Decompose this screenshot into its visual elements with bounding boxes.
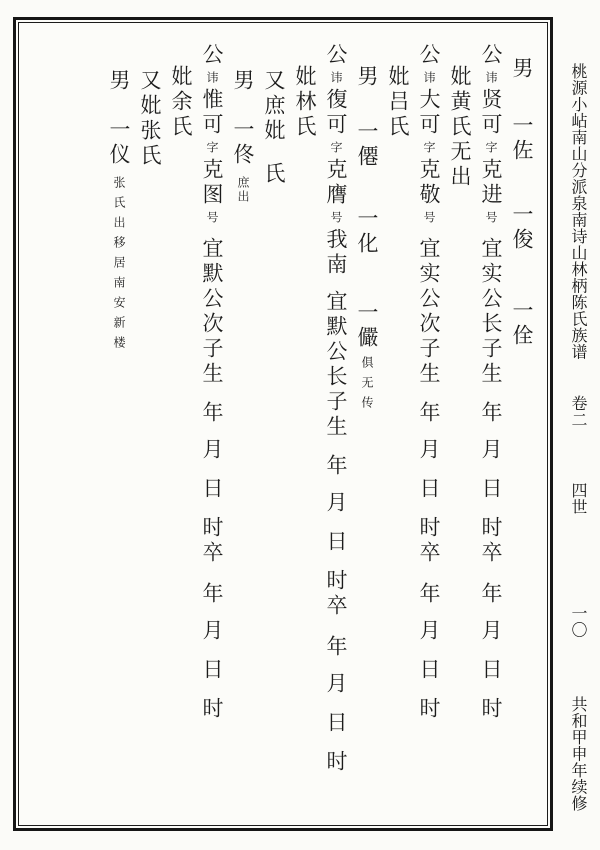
entry-text: 氏 <box>262 162 286 187</box>
entry-text: 公 <box>479 43 503 68</box>
entry-text: 男 <box>107 69 131 94</box>
entry-text: 日 <box>324 530 348 555</box>
genealogy-column-4-father-record <box>413 23 444 825</box>
entry-text: 年 <box>417 582 441 607</box>
entry-text: 月 <box>324 672 348 697</box>
entry-text: 一佟 <box>231 118 255 168</box>
genealogy-column-14-sons <box>103 23 134 825</box>
entry-text: 年 <box>479 401 503 426</box>
annotation-text: 俱无传 <box>360 356 374 416</box>
annotation-text: 字 <box>329 141 343 155</box>
annotation-text: 号 <box>329 211 343 225</box>
entry-text: 妣余氏 <box>169 65 193 140</box>
entry-text: 年 <box>479 582 503 607</box>
entry-text: 公 <box>417 43 441 68</box>
entry-text: 时 <box>324 750 348 775</box>
genealogy-column-3-consort <box>444 23 475 825</box>
entry-text: 一仪 <box>107 118 131 168</box>
entry-text: 时卒 <box>479 516 503 566</box>
entry-text: 宜默公次子生 <box>200 237 224 387</box>
entry-text: 时 <box>479 697 503 722</box>
entry-text: 男 <box>510 57 534 82</box>
entry-text: 月 <box>479 619 503 644</box>
entry-text: 宜默公长子生 <box>324 290 348 440</box>
entry-text: 日 <box>417 658 441 683</box>
entry-text: 一俊 <box>510 203 534 253</box>
entry-text: 宜实公次子生 <box>417 237 441 387</box>
entry-text: 克进 <box>479 158 503 208</box>
entry-text: 一僊 <box>355 120 379 170</box>
entry-text: 又庶妣 <box>262 69 286 144</box>
annotation-text: 号 <box>484 211 498 225</box>
entry-text: 月 <box>479 438 503 463</box>
entry-text: 时卒 <box>200 516 224 566</box>
genealogy-column-10-sons <box>227 23 258 825</box>
entry-text: 克敬 <box>417 158 441 208</box>
entry-text: 贤可 <box>479 88 503 138</box>
entry-text: 又妣张氏 <box>138 69 162 169</box>
genealogy-column-2-father-record <box>475 23 506 825</box>
page-border-frame <box>13 17 553 831</box>
genealogy-column-7-father-record <box>320 23 351 825</box>
genealogy-column-13-consort <box>134 23 165 825</box>
genealogy-columns <box>19 23 547 825</box>
entry-text: 日 <box>417 477 441 502</box>
margin-title-text: 四世 <box>569 482 588 515</box>
entry-text: 年 <box>324 454 348 479</box>
entry-text: 一儼 <box>355 301 379 351</box>
genealogy-column-1-sons <box>506 23 537 825</box>
entry-text: 妣林氏 <box>293 65 317 140</box>
entry-text: 妣黄氏无出 <box>448 65 472 190</box>
entry-text: 一化 <box>355 207 379 257</box>
entry-text: 妣吕氏 <box>386 65 410 140</box>
entry-text: 月 <box>200 438 224 463</box>
entry-text: 宜实公长子生 <box>479 237 503 387</box>
annotation-text: 字 <box>484 141 498 155</box>
genealogy-column-8-consort <box>289 23 320 825</box>
entry-text: 公 <box>324 43 348 68</box>
genealogy-column-5-consort <box>382 23 413 825</box>
annotation-text: 讳 <box>329 71 343 85</box>
margin-title-text: 桃源小岾南山分派泉南诗山林柄陈氏族谱 <box>569 63 588 360</box>
entry-text: 大可 <box>417 88 441 138</box>
entry-text: 时卒 <box>417 516 441 566</box>
annotation-text: 讳 <box>205 71 219 85</box>
entry-text: 日 <box>479 658 503 683</box>
entry-text: 一佺 <box>510 299 534 349</box>
annotation-text: 讳 <box>484 71 498 85</box>
entry-text: 公 <box>200 43 224 68</box>
genealogy-column-6-sons <box>351 23 382 825</box>
entry-text: 月 <box>417 619 441 644</box>
entry-text: 日 <box>200 658 224 683</box>
book-margin-title <box>568 63 589 812</box>
annotation-text: 字 <box>205 141 219 155</box>
entry-text: 年 <box>324 635 348 660</box>
page-inner-frame <box>18 22 548 826</box>
entry-text: 一佐 <box>510 114 534 164</box>
entry-text: 年 <box>417 401 441 426</box>
entry-text: 月 <box>417 438 441 463</box>
genealogy-column-9-consort <box>258 23 289 825</box>
annotation-text: 讳 <box>422 71 436 85</box>
entry-text: 復可 <box>324 88 348 138</box>
entry-text: 时卒 <box>324 569 348 619</box>
entry-text: 年 <box>200 582 224 607</box>
entry-text: 年 <box>200 401 224 426</box>
annotation-text: 号 <box>422 211 436 225</box>
genealogy-column-11-father-record <box>196 23 227 825</box>
margin-title-text: 卷二 <box>569 395 588 428</box>
annotation-text: 号 <box>205 211 219 225</box>
annotation-text: 字 <box>422 141 436 155</box>
annotation-text: 张氏出移居南安新楼 <box>112 176 126 356</box>
entry-text: 男 <box>355 65 379 90</box>
entry-text: 时 <box>417 697 441 722</box>
entry-text: 日 <box>324 711 348 736</box>
entry-text: 时 <box>200 697 224 722</box>
entry-text: 日 <box>200 477 224 502</box>
entry-text: 月 <box>324 491 348 516</box>
entry-text: 克图 <box>200 158 224 208</box>
margin-title-text: 共和甲申年续修 <box>569 696 588 812</box>
entry-text: 克膺 <box>324 158 348 208</box>
entry-text: 我南 <box>324 228 348 278</box>
annotation-text: 庶出 <box>236 176 250 204</box>
entry-text: 惟可 <box>200 88 224 138</box>
genealogy-column-12-consort <box>165 23 196 825</box>
entry-text: 男 <box>231 69 255 94</box>
margin-title-text: 一〇 <box>569 605 588 638</box>
entry-text: 日 <box>479 477 503 502</box>
entry-text: 月 <box>200 619 224 644</box>
